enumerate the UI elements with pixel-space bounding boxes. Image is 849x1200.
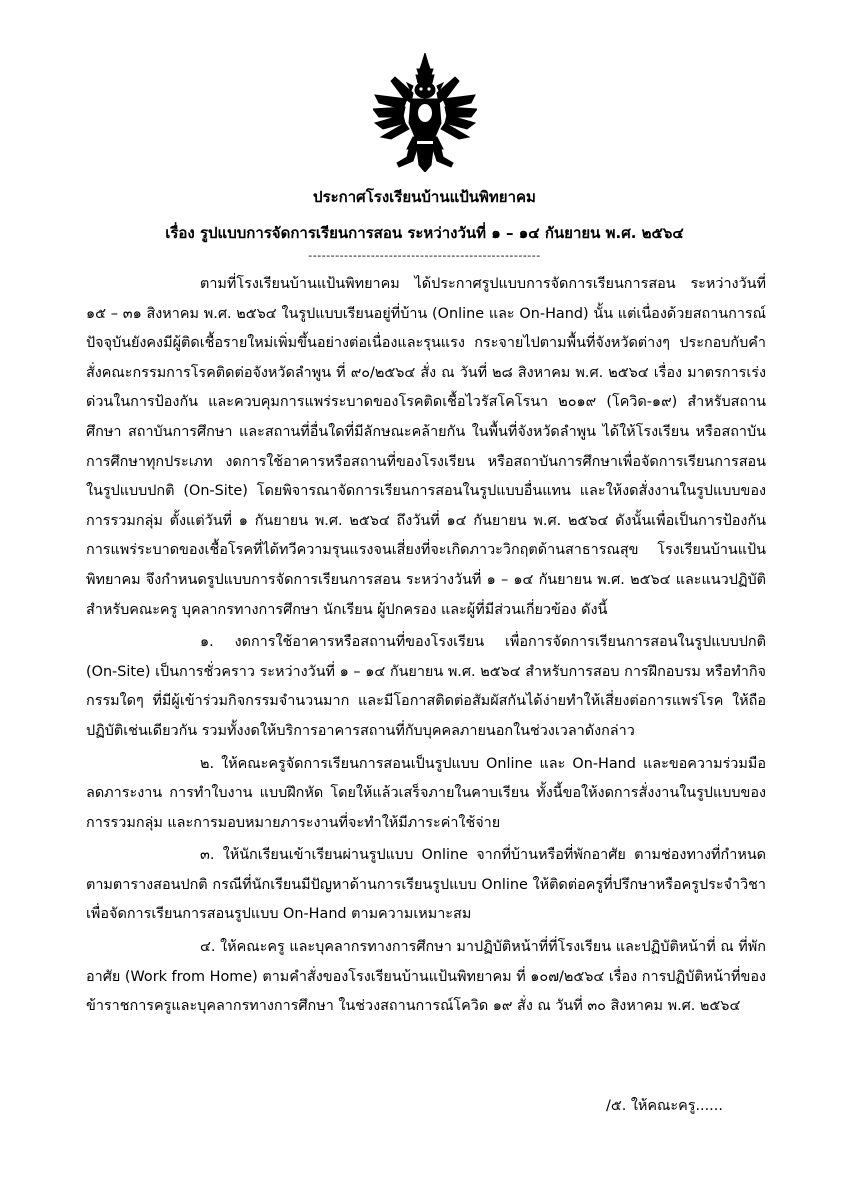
document-body xyxy=(86,270,766,1022)
garuda-emblem xyxy=(373,53,477,172)
item-3-paragraph: ๓. ให้นักเรียนเข้าเรียนผ่านรูปแบบ Online จากที่บ้านหรือที่พักอาศัย ตามช่องทางที่กำหนด ตามตารางสอนปกติ กรณีที่นักเรียนมีปัญหาด้านการเรียนรูปแบบ Online ให้ติดต่อครูที่ปรึกษาหรือครูประจำวิชา เพื่อจัดการเรียนการสอนรูปแบบ On-Hand ตามความเหมาะสม xyxy=(86,847,766,923)
item-4-paragraph: ๔. ให้คณะครู และบุคลากรทางการศึกษา มาปฏิบัติหน้าที่ที่โรงเรียน และปฏิบัติหน้าที่ ณ ที่พักอาศัย (Work from Home) ตามคำสั่งของโรงเรียนบ้านแป้นพิทยาคม ที่ ๑๐๗/๒๕๖๔ เรื่อง การปฏิบัติหน้าที่ของข้าราชการครูและบุคลากรทางการศึกษา ในช่วงสถานการณ์โควิด ๑๙ สั่ง ณ วันที่ ๓๐ สิงหาคม พ.ศ. ๒๕๖๔ xyxy=(86,939,766,1015)
item-1-paragraph: ๑. งดการใช้อาคารหรือสถานที่ของโรงเรียน เพื่อการจัดการเรียนการสอนในรูปแบบปกติ (On-Site) เป็นการชั่วคราว ระหว่างวันที่ ๑ – ๑๔ กันยายน พ.ศ. ๒๕๖๔ สำหรับการสอบ การฝึกอบรม หรือทำกิจกรรมใดๆ ที่มีผู้เข้าร่วมกิจกรรมจำนวนมาก และมีโอกาสติดต่อสัมผัสกันได้ง่ายทำให้เสี่ยงต่อการแพร่โรค ให้ถือปฏิบัติเช่นเดียวกัน รวมทั้งงดให้บริการอาคารสถานที่กับบุคคลภายนอกในช่วงเวลาดังกล่าว xyxy=(86,634,766,739)
title-divider: ---------------------------------------------------- xyxy=(308,249,541,262)
item-2-paragraph: ๒. ให้คณะครูจัดการเรียนการสอนเป็นรูปแบบ Online และ On-Hand และขอความร่วมมือลดภาระงาน การทำใบงาน แบบฝึกหัด โดยให้แล้วเสร็จภายในคาบเรียน ทั้งนี้ขอให้งดการสั่งงานในรูปแบบของการรวมกลุ่ม และการมอบหมายภาระงานที่จะทำให้มีภาระค่าใช้จ่าย xyxy=(86,755,766,831)
intro-paragraph: ตามที่โรงเรียนบ้านแป้นพิทยาคม ได้ประกาศรูปแบบการจัดการเรียนการสอน ระหว่างวันที่ ๑๕ – ๓๑ สิงหาคม พ.ศ. ๒๕๖๔ ในรูปแบบเรียนอยู่ที่บ้าน (Online และ On-Hand) นั้น แต่เนื่องด้วยสถานการณ์ปัจจุบันยังคงมีผู้ติดเชื้อรายใหม่เพิ่มขึ้นอย่างต่อเนื่องและรุนแรง กระจายไปตามพื้นที่จังหวัดต่างๆ ประกอบกับคำสั่งคณะกรรมการโรคติดต่อจังหวัดลำพูน ที่ ๙๐/๒๕๖๔ สั่ง ณ วันที่ ๒๘ สิงหาคม พ.ศ. ๒๕๖๔ เรื่อง มาตรการเร่งด่วนในการป้องกัน และควบคุมการแพร่ระบาดของโรคติดเชื้อไวรัสโคโรนา ๒๐๑๙ (โควิด-๑๙) สำหรับสถานศึกษา สถาบันการศึกษา และสถานที่อื่นใดที่มีลักษณะคล้ายกัน ในพื้นที่จังหวัดลำพูน ได้ให้โรงเรียน หรือสถาบันการศึกษาทุกประเภท งดการใช้อาคารหรือสถานที่ของโรงเรียน หรือสถาบันการศึกษาเพื่อจัดการเรียนการสอนในรูปแบบปกติ (On-Site) โดยพิจารณาจัดการเรียนการสอนในรูปแบบอื่นแทน และให้งดสั่งงานในรูปแบบของการรวมกลุ่ม ตั้งแต่วันที่ ๑ กันยายน พ.ศ. ๒๕๖๔ ถึงวันที่ ๑๔ กันยายน พ.ศ. ๒๕๖๔ ดังนั้นเพื่อเป็นการป้องกันการแพร่ระบาดของเชื้อโรคที่ได้ทวีความรุนแรงจนเสี่ยงที่จะเกิดภาวะวิกฤตด้านสาธารณสุข โรงเรียนบ้านแป้นพิทยาคม จึงกำหนดรูปแบบการจัดการเรียนการสอน ระหว่างวันที่ ๑ – ๑๔ กันยายน พ.ศ. ๒๕๖๔ และแนวปฏิบัติสำหรับคณะครู บุคลากรทางการศึกษา นักเรียน ผู้ปกครอง และผู้ที่มีส่วนเกี่ยวข้อง ดังนี้ xyxy=(86,276,766,618)
continuation-marker: /๕. ให้คณะครู...... xyxy=(606,1098,723,1114)
document-title: ประกาศโรงเรียนบ้านแป้นพิทยาคม xyxy=(313,188,536,206)
document-subject: เรื่อง รูปแบบการจัดการเรียนการสอน ระหว่างวันที่ ๑ – ๑๔ กันยายน พ.ศ. ๒๕๖๔ xyxy=(165,224,684,242)
